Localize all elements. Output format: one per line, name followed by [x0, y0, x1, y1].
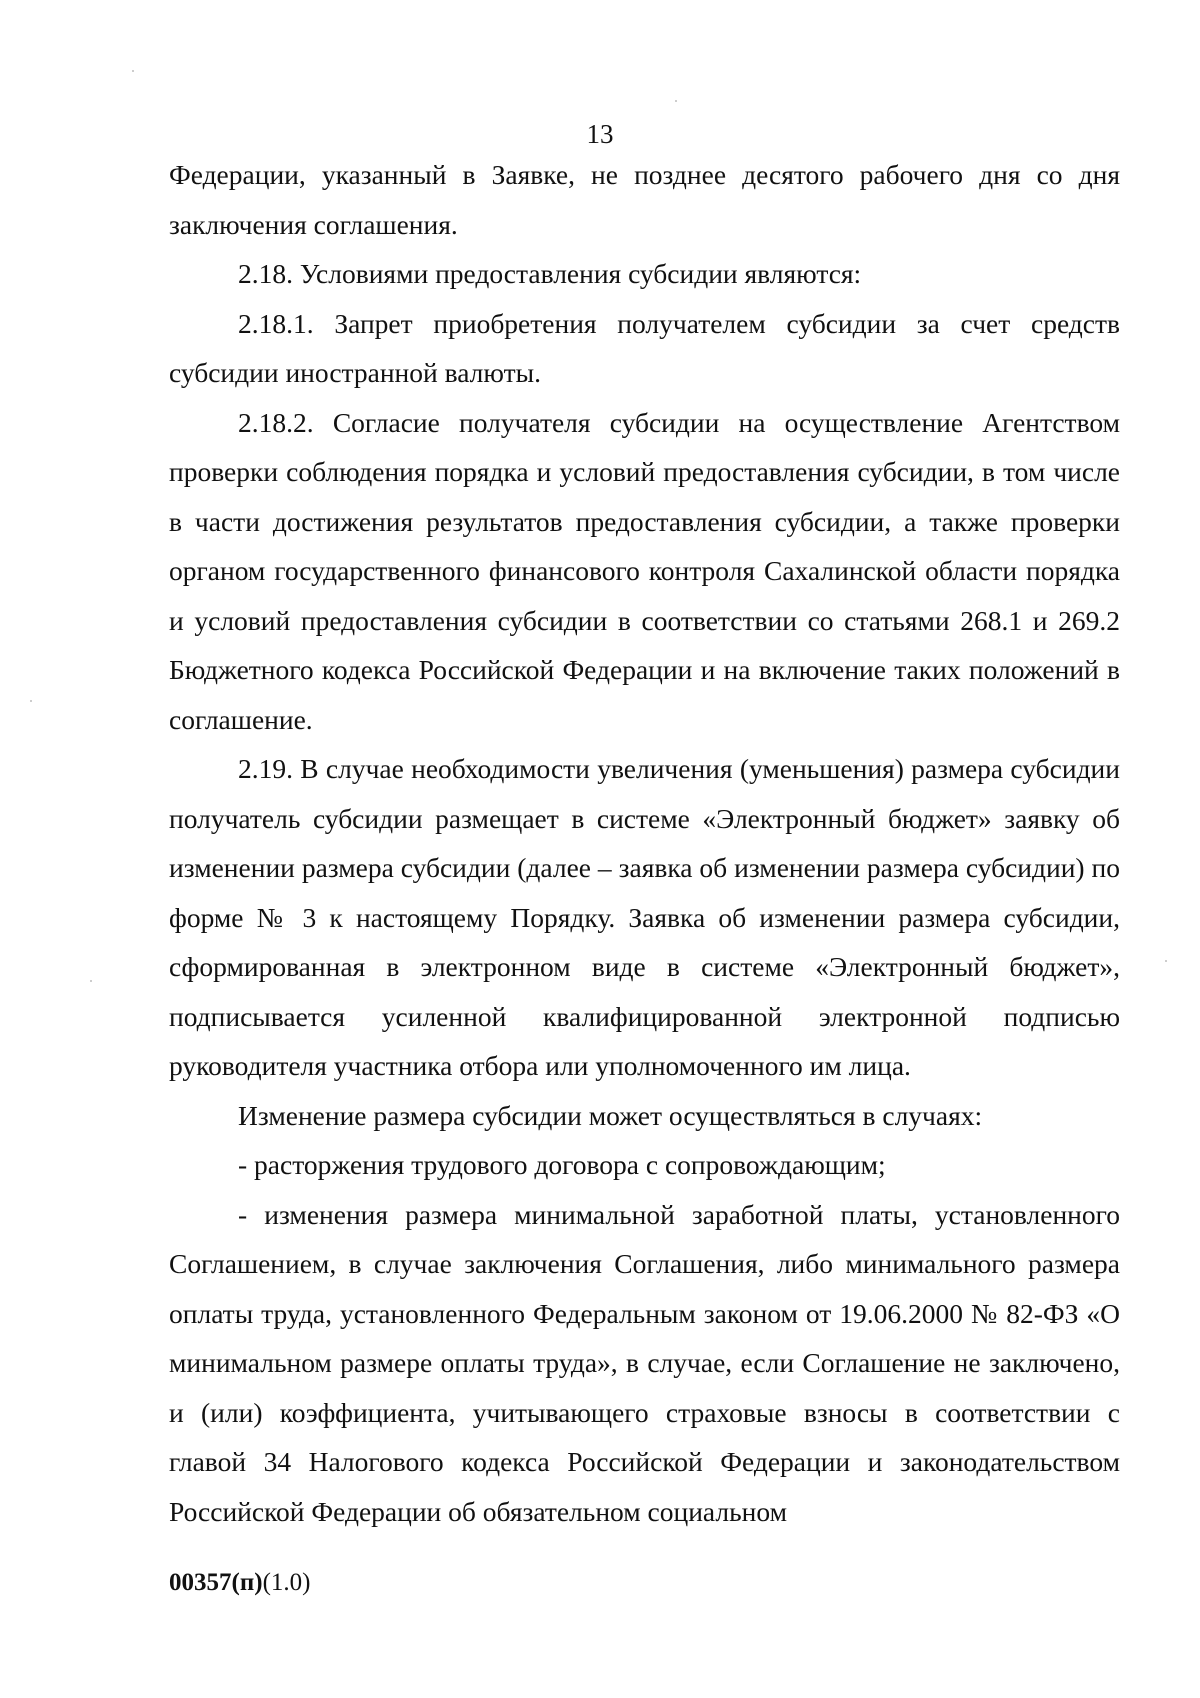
document-body — [169, 150, 1120, 1536]
page-number: 13 — [586, 119, 614, 149]
paragraph-2-18-1: 2.18.1. Запрет приобретения получателем субсидии за счет средств субсидии иностранной валюты. — [169, 307, 1120, 388]
list-item-termination: - расторжения трудового договора с сопровождающим; — [238, 1149, 886, 1180]
scan-speck — [90, 980, 92, 982]
list-item-wage-change: - изменения размера минимальной заработной платы, установленного Соглашением, в случае заключения Соглашения, либо минимального размера оплаты труда, установленного Федеральным законом от 19.06.2000 № 82-ФЗ «О минимальном размере оплаты труда», в случае, если Соглашение не заключено, и (или) коэффициента, учитывающего страховые взносы в соответствии с главой 34 Налогового кодекса Российской Федерации и законодательством Российской Федерации об обязательном социальном — [169, 1198, 1120, 1527]
document-code — [169, 1568, 310, 1598]
paragraph-2-18: 2.18. Условиями предоставления субсидии являются: — [238, 258, 862, 289]
paragraph-2-19: 2.19. В случае необходимости увеличения (уменьшения) размера субсидии получатель субсидии размещает в системе «Электронный бюджет» заявку об изменении размера субсидии (далее – заявка об изменении размера субсидии) по форме № 3 к настоящему Порядку. Заявка об изменении размера субсидии, сформированная в электронном виде в системе «Электронный бюджет», подписывается усиленной квалифицированной электронной подписью руководителя участника отбора или уполномоченного им лица. — [169, 753, 1120, 1081]
scan-speck — [675, 100, 677, 102]
scan-speck — [1165, 960, 1167, 962]
document-code-version: (1.0) — [262, 1569, 311, 1596]
document-code-number: 00357(п) — [169, 1569, 263, 1596]
paragraph-continuation: Федерации, указанный в Заявке, не позднее десятого рабочего дня со дня заключения соглашения. — [169, 159, 1120, 240]
paragraph-change-cases: Изменение размера субсидии может осуществляться в случаях: — [238, 1099, 983, 1131]
paragraph-2-18-2: 2.18.2. Согласие получателя субсидии на осуществление Агентством проверки соблюдения порядка и условий предоставления субсидии, в том числе в части достижения результатов предоставления субсидии, а также проверки органом государственного финансового контроля Сахалинской области порядка и условий предоставления субсидии в соответствии со статьями 268.1 и 269.2 Бюджетного кодекса Российской Федерации и на включение таких положений в соглашение. — [169, 406, 1120, 735]
scan-speck — [30, 700, 32, 702]
scan-speck — [132, 70, 134, 72]
